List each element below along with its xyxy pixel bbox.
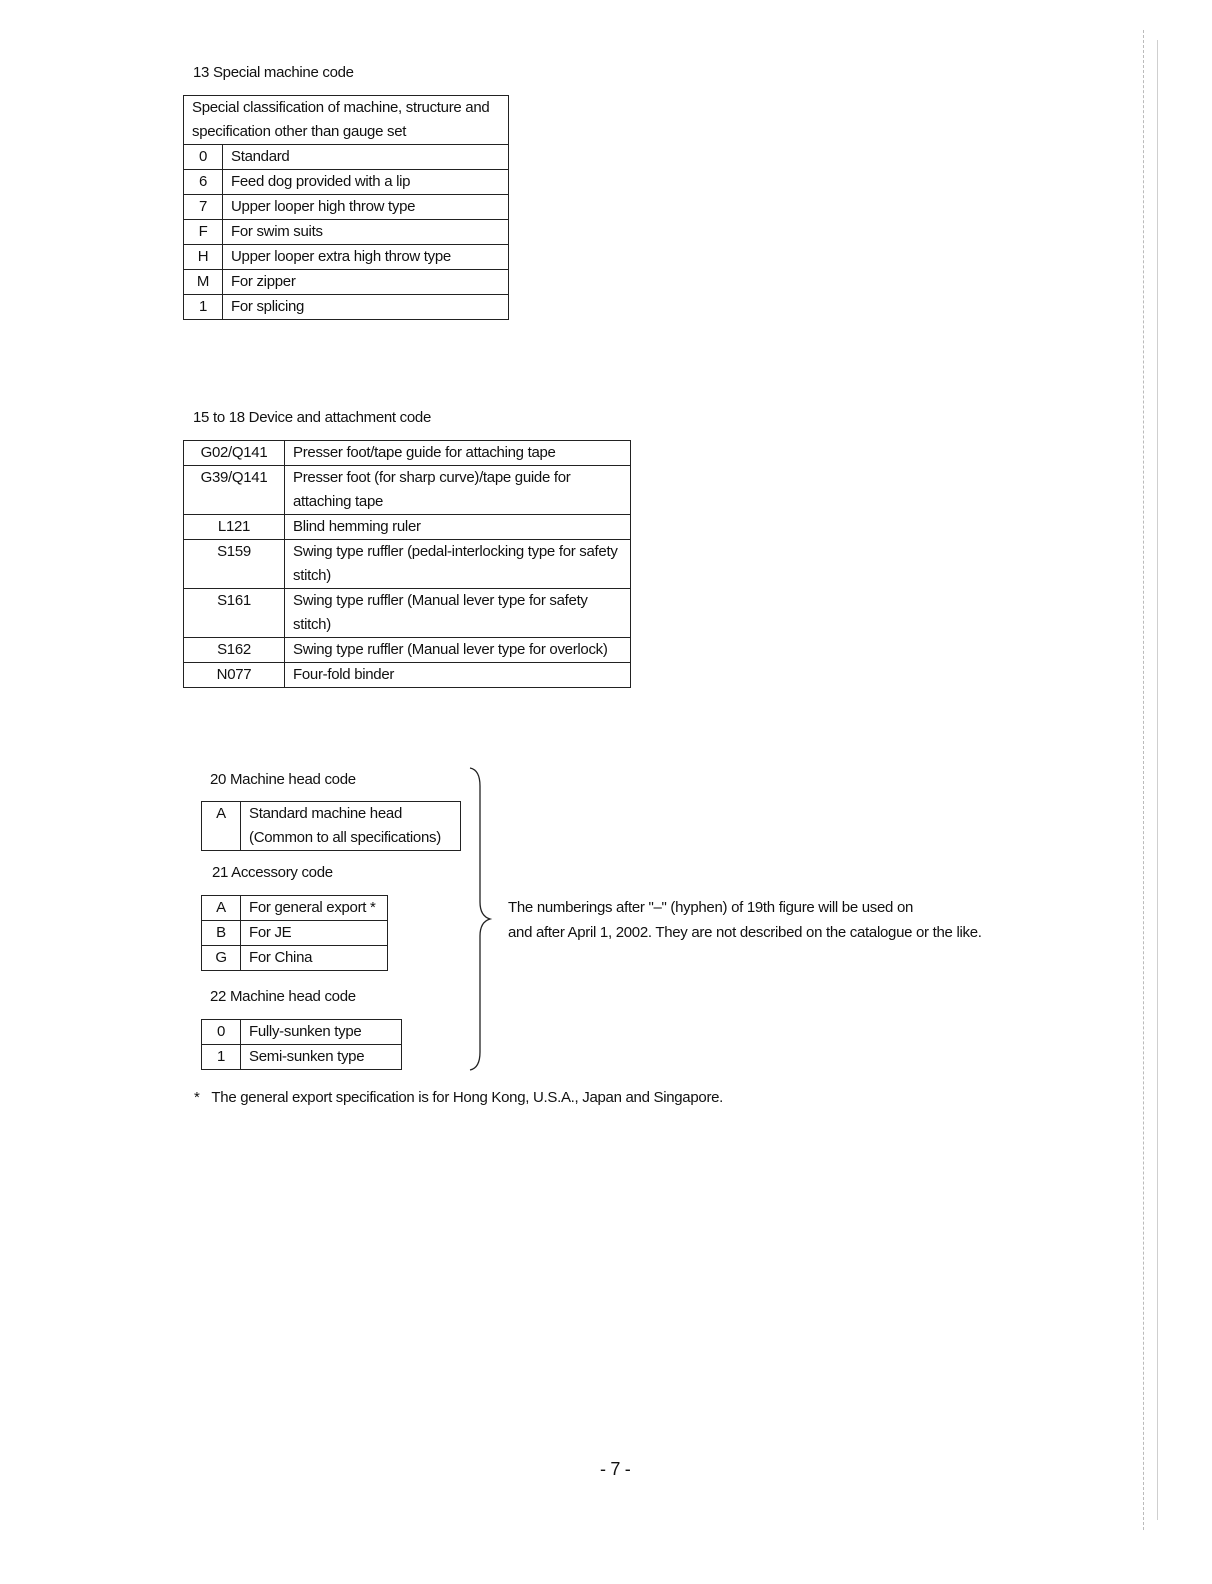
table-header-row: [184, 96, 509, 145]
table-row: [184, 540, 631, 589]
code-cell: N077: [184, 663, 285, 688]
code-cell: 1: [202, 1045, 241, 1070]
table-row: [202, 1045, 402, 1070]
table-row: [184, 145, 509, 170]
desc-cell: For splicing: [223, 295, 509, 320]
code-cell: A: [202, 802, 241, 851]
desc-cell: For JE: [241, 921, 388, 946]
note-line-2: and after April 1, 2002. They are not described on the catalogue or the like.: [508, 924, 982, 941]
code-cell: G02/Q141: [184, 441, 285, 466]
desc-cell: For China: [241, 946, 388, 971]
code-cell: 6: [184, 170, 223, 195]
desc-cell: Standard: [223, 145, 509, 170]
desc-cell: Blind hemming ruler: [285, 515, 631, 540]
code-cell: S162: [184, 638, 285, 663]
table-row: [184, 195, 509, 220]
section-13-heading: 13 Special machine code: [193, 64, 354, 81]
desc-cell: Swing type ruffler (Manual lever type for overlock): [285, 638, 631, 663]
table-row: [202, 802, 461, 851]
machine-head-type-table: [201, 1019, 402, 1070]
code-cell: S161: [184, 589, 285, 638]
footnote-mark: *: [194, 1089, 200, 1106]
code-cell: A: [202, 896, 241, 921]
table-row: [184, 220, 509, 245]
note-line-1: The numberings after "–" (hyphen) of 19th figure will be used on: [508, 899, 914, 916]
desc-cell: Semi-sunken type: [241, 1045, 402, 1070]
desc-cell: For general export *: [241, 896, 388, 921]
section-22-heading: 22 Machine head code: [210, 988, 356, 1005]
code-cell: G39/Q141: [184, 466, 285, 515]
desc-line-2: (Common to all specifications): [249, 829, 441, 846]
code-cell: M: [184, 270, 223, 295]
desc-cell: Presser foot (for sharp curve)/tape guide for attaching tape: [285, 466, 631, 515]
table-row: [184, 589, 631, 638]
code-cell: F: [184, 220, 223, 245]
code-cell: L121: [184, 515, 285, 540]
section-20-heading: 20 Machine head code: [210, 771, 356, 788]
table-row: [184, 441, 631, 466]
desc-cell: Upper looper high throw type: [223, 195, 509, 220]
table-row: [202, 1020, 402, 1045]
desc-cell: Four-fold binder: [285, 663, 631, 688]
code-cell: 0: [202, 1020, 241, 1045]
code-cell: G: [202, 946, 241, 971]
desc-line-1: Standard machine head: [249, 805, 402, 822]
code-cell: 0: [184, 145, 223, 170]
table-row: [184, 270, 509, 295]
desc-cell: Swing type ruffler (pedal-interlocking type for safety stitch): [285, 540, 631, 589]
machine-head-code-table: [201, 801, 461, 851]
table-row: [184, 515, 631, 540]
table-row: [184, 170, 509, 195]
code-cell: S159: [184, 540, 285, 589]
desc-cell: Presser foot/tape guide for attaching tape: [285, 441, 631, 466]
code-cell: H: [184, 245, 223, 270]
code-cell: 7: [184, 195, 223, 220]
curly-brace: [466, 766, 496, 1072]
desc-cell: Feed dog provided with a lip: [223, 170, 509, 195]
desc-cell: Swing type ruffler (Manual lever type for safety stitch): [285, 589, 631, 638]
desc-cell: Fully-sunken type: [241, 1020, 402, 1045]
footnote-text: The general export specification is for Hong Kong, U.S.A., Japan and Singapore.: [211, 1089, 724, 1106]
table-header-cell: Special classification of machine, structure and specification other than gauge set: [184, 96, 509, 145]
footnote: [194, 1089, 723, 1106]
special-machine-code-table: [183, 95, 509, 320]
desc-cell: [241, 802, 461, 851]
hyphen-note: [508, 895, 982, 945]
table-row: [184, 295, 509, 320]
table-row: [202, 896, 388, 921]
table-row: [184, 663, 631, 688]
desc-cell: Upper looper extra high throw type: [223, 245, 509, 270]
device-attachment-code-table: [183, 440, 631, 688]
scan-edge-line: [1157, 40, 1158, 1520]
desc-cell: For zipper: [223, 270, 509, 295]
section-15-18-heading: 15 to 18 Device and attachment code: [193, 409, 431, 426]
code-cell: 1: [184, 295, 223, 320]
scan-edge-line: [1143, 30, 1144, 1530]
table-row: [202, 921, 388, 946]
accessory-code-table: [201, 895, 388, 971]
table-row: [184, 466, 631, 515]
page-number: - 7 -: [600, 1459, 631, 1479]
table-row: [184, 245, 509, 270]
table-row: [202, 946, 388, 971]
desc-cell: For swim suits: [223, 220, 509, 245]
section-21-heading: 21 Accessory code: [212, 864, 333, 881]
code-cell: B: [202, 921, 241, 946]
table-row: [184, 638, 631, 663]
